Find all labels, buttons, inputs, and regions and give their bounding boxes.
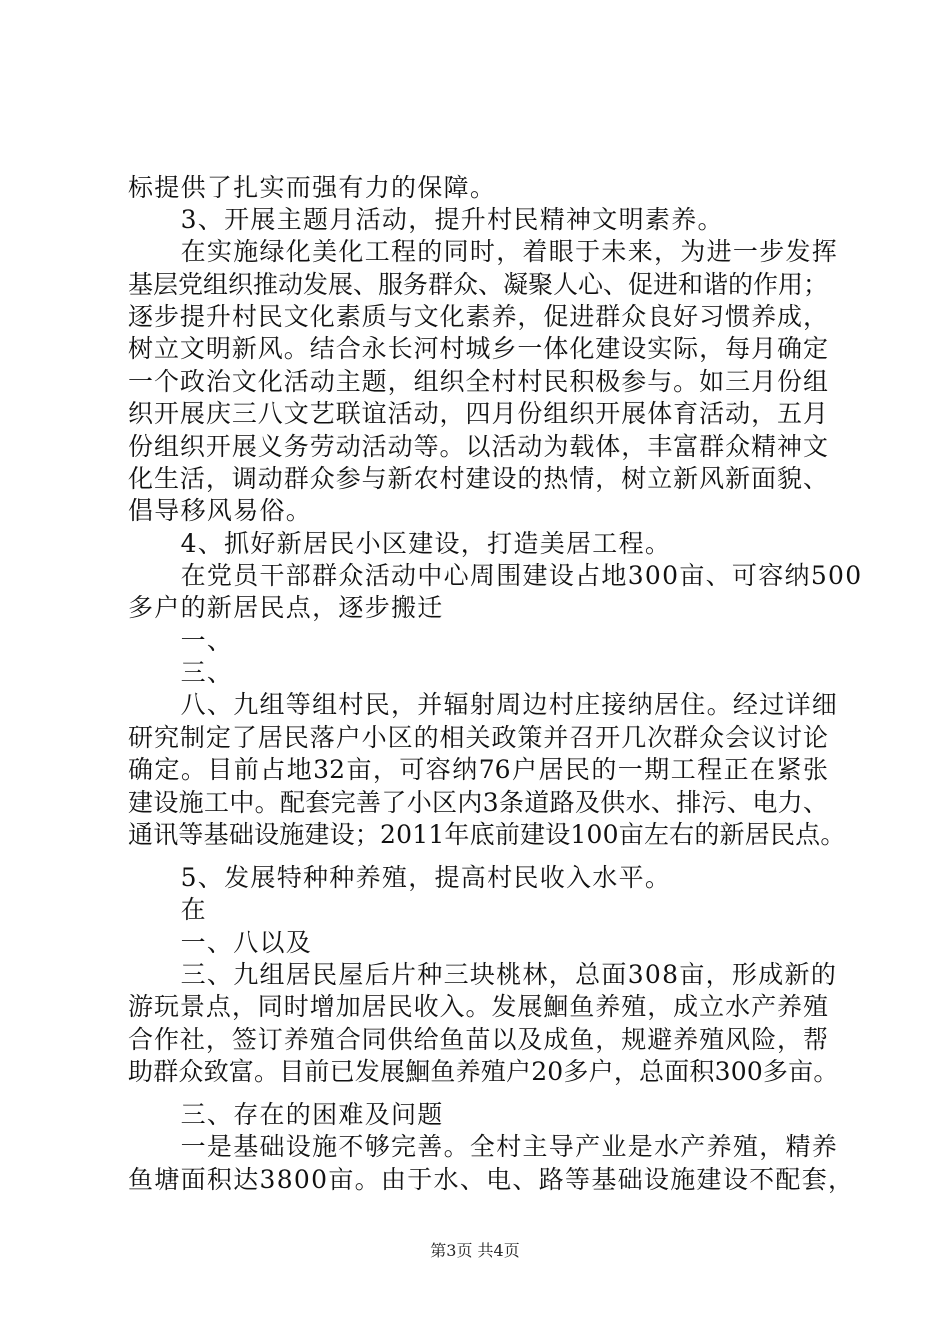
page-number-footer: 第3页 共4页 [430,1241,520,1260]
paragraph-line: 确定。目前占地32亩，可容纳76户居民的一期工程正在紧张 [128,755,828,784]
paragraph-line: 通讯等基础设施建设；2011年底前建设100亩左右的新居民点。 [128,820,846,849]
paragraph-line: 多户的新居民点，逐步搬迁 [128,593,444,622]
paragraph-line: 游玩景点，同时增加居民收入。发展鮰鱼养殖，成立水产养殖 [128,992,828,1021]
paragraph-line: 在实施绿化美化工程的同时，着眼于未来，为进一步发挥 [128,237,839,266]
section-heading-line: 3、开展主题月活动，提升村民精神文明素养。 [128,205,724,234]
paragraph-line: 树立文明新风。结合永长河村城乡一体化建设实际，每月确定 [128,334,828,363]
paragraph-line: 一、 [128,626,234,655]
paragraph-line: 合作社，签订养殖合同供给鱼苗以及成鱼，规避养殖风险，帮 [128,1025,828,1054]
paragraph-line: 基层党组织推动发展、服务群众、凝聚人心、促进和谐的作用； [128,270,829,299]
paragraph-line: 化生活，调动群众参与新农村建设的热情，树立新风新面貌、 [128,464,828,493]
paragraph-line: 倡导移风易俗。 [128,496,313,525]
paragraph-line: 标提供了扎实而强有力的保障。 [128,173,497,202]
paragraph-line: 一是基础设施不够完善。全村主导产业是水产养殖，精养 [128,1132,839,1161]
section-heading-line: 三、存在的困难及问题 [128,1100,444,1129]
paragraph-line: 在 [128,895,207,924]
paragraph-line: 八、九组等组村民，并辐射周边村庄接纳居住。经过详细 [128,690,839,719]
section-heading-line: 4、抓好新居民小区建设，打造美居工程。 [128,529,672,558]
paragraph-line: 助群众致富。目前已发展鮰鱼养殖户20多户，总面积300多亩。 [128,1057,839,1086]
paragraph-line: 鱼塘面积达3800亩。由于水、电、路等基础设施建设不配套， [128,1165,855,1194]
paragraph-line: 在党员干部群众活动中心周围建设占地300亩、可容纳500 [128,561,863,590]
section-heading-line: 5、发展特种种养殖，提高村民收入水平。 [128,863,672,892]
paragraph-line: 份组织开展义务劳动活动等。以活动为载体，丰富群众精神文 [128,432,828,461]
paragraph-line: 三、 [128,658,234,687]
paragraph-line: 一、八以及 [128,928,313,957]
paragraph-line: 织开展庆三八文艺联谊活动，四月份组织开展体育活动，五月 [128,399,828,428]
paragraph-line: 三、九组居民屋后片种三块桃林，总面308亩，形成新的 [128,960,838,989]
paragraph-line: 逐步提升村民文化素质与文化素养，促进群众良好习惯养成， [128,302,828,331]
paragraph-line: 建设施工中。配套完善了小区内3条道路及供水、排污、电力、 [128,788,828,817]
paragraph-line: 一个政治文化活动主题，组织全村村民积极参与。如三月份组 [128,367,828,396]
paragraph-line: 研究制定了居民落户小区的相关政策并召开几次群众会议讨论 [128,723,828,752]
